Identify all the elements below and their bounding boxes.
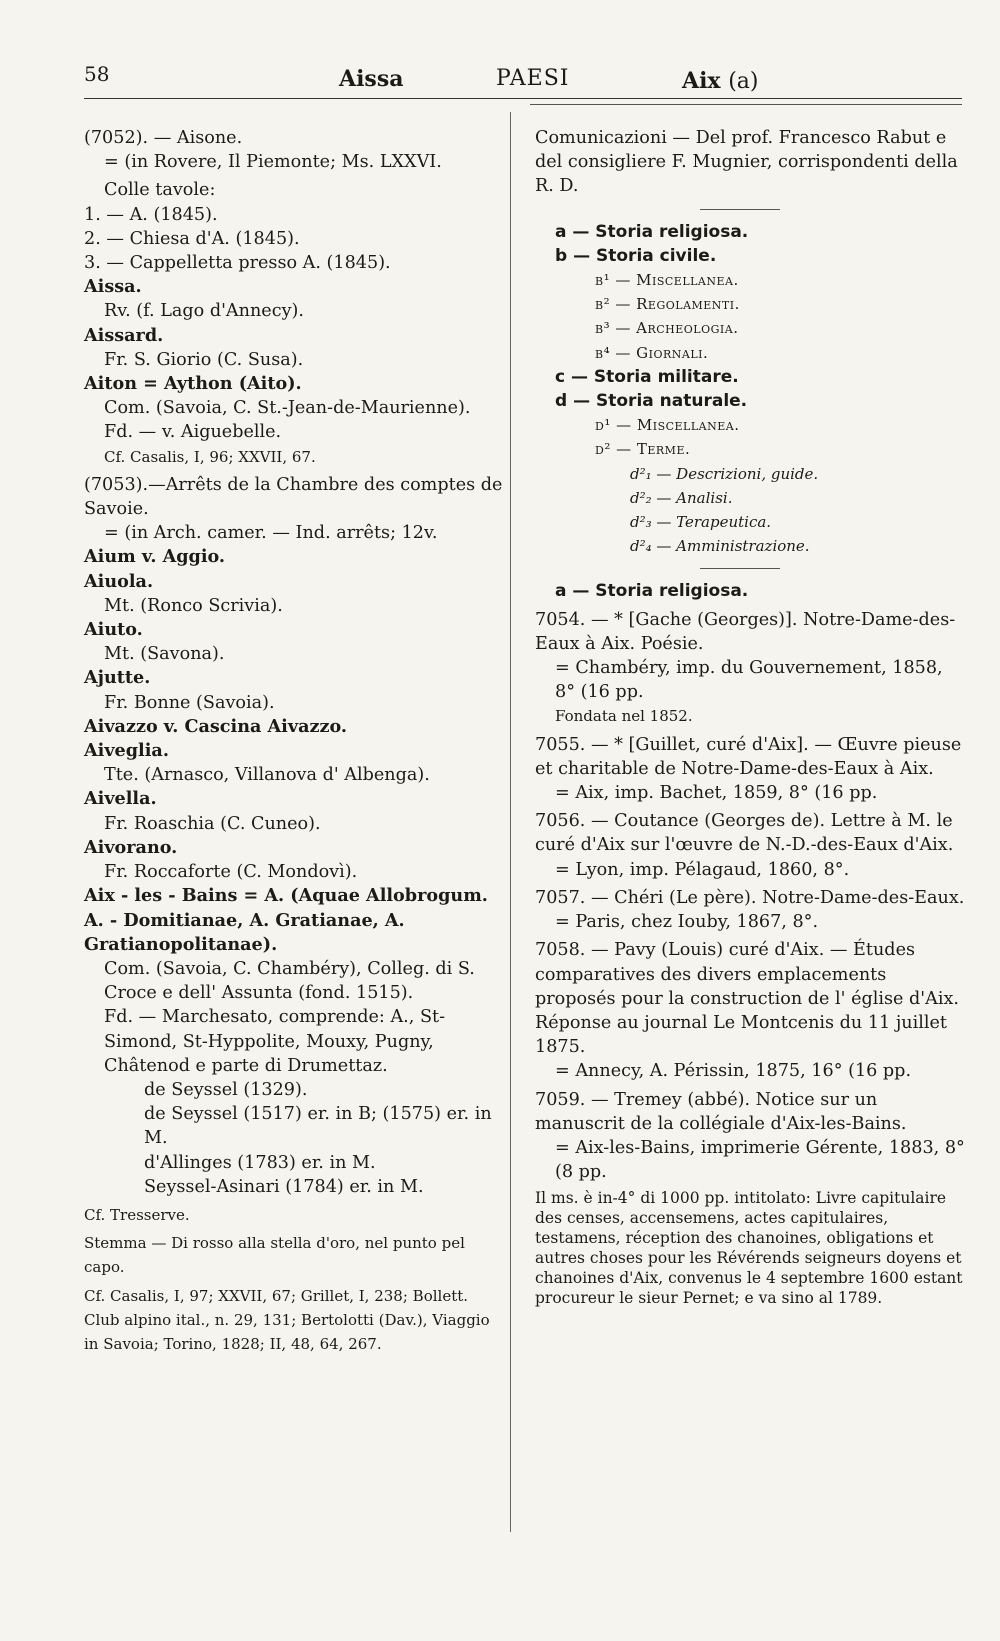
headword-aix-les-bains: Aix - les - Bains = A. (Aquae Allobrogum. A. - Domitianae, A. Gratianae, A. Gratianopolitanae). (84, 885, 488, 955)
headword-aivella: Aivella. (84, 788, 157, 810)
plate-item-1: 1. — A. (1845). (84, 204, 218, 225)
section-d2-4: d²₄ — Amministrazione. (630, 537, 810, 556)
aissa-detail: Rv. (f. Lago d'Annecy). (104, 301, 304, 322)
aiuto-detail: Mt. (Savona). (104, 644, 225, 665)
left-column (84, 126, 504, 1356)
entry-7057-title: 7057. — Chéri (Le père). Notre-Dame-des-Eaux. (535, 887, 965, 908)
running-header (84, 52, 955, 102)
entry-7052-title: (7052). — Aisone. (84, 128, 243, 148)
aix-lord-1: de Seyssel (1329). (144, 1079, 308, 1100)
aix-bibliography: Cf. Casalis, I, 97; XXVII, 67; Grillet, I, 238; Bollett. Club alpino ital., n. 29, 131; Bertolotti (Dav.), Viaggio in Savoia; Torino, 1828; II, 48, 64, 267. (84, 1286, 490, 1353)
plate-item-2: 2. — Chiesa d'A. (1845). (84, 228, 300, 249)
headword-aiuola: Aiuola. (84, 570, 154, 592)
header-right-main: Aix (682, 68, 721, 94)
aissard-detail: Fr. S. Giorio (C. Susa). (104, 349, 304, 370)
aix-fd: Fd. — Marchesato, comprende: A., St-Simond, St-Hyppolite, Mouxy, Pugny, Châtenod e parte di Drumettaz. (104, 1007, 446, 1076)
ajutte-detail: Fr. Bonne (Savoia). (104, 692, 275, 713)
entry-7059-imprint: = Aix-les-Bains, imprimerie Gérente, 1883, 8° (8 pp. (555, 1137, 965, 1183)
plate-item-3: 3. — Cappelletta presso A. (1845). (84, 253, 391, 274)
aivorano-detail: Fr. Roccaforte (C. Mondovì). (104, 862, 358, 883)
aix-com: Com. (Savoia, C. Chambéry), Colleg. di S. Croce e dell' Assunta (fond. 1515). (104, 958, 475, 1004)
entry-7058-title: 7058. — Pavy (Louis) curé d'Aix. — Études comparatives des divers emplacements proposés pour la construction de l' église d'Aix. Réponse au journal Le Montcenis du 11 juillet 1875. (535, 940, 959, 1058)
aix-cf-tresserve: Cf. Tresserve. (84, 1205, 190, 1224)
column-divider (510, 112, 511, 1532)
section-d2-1: d²₁ — Descrizioni, guide. (630, 464, 819, 483)
section-b3: b³ — Archeologia. (595, 319, 739, 338)
header-left-word: Aissa (339, 66, 404, 92)
aiton-com: Com. (Savoia, C. St.-Jean-de-Maurienne). (104, 398, 471, 419)
entry-7059-title: 7059. — Tremey (abbé). Notice sur un manuscrit de la collégiale d'Aix-les-Bains. (535, 1089, 907, 1134)
headword-ajutte: Ajutte. (84, 667, 151, 689)
header-center-word: PAESI (496, 66, 570, 91)
aiton-cf: Cf. Casalis, I, 96; XXVII, 67. (104, 447, 316, 466)
header-right-suffix: (a) (728, 69, 759, 94)
section-d2-3: d²₃ — Terapeutica. (630, 513, 772, 532)
aiton-fd: Fd. — v. Aiguebelle. (104, 422, 282, 443)
entry-7056-imprint: = Lyon, imp. Pélagaud, 1860, 8°. (555, 859, 850, 880)
header-rule (84, 98, 962, 99)
aivella-detail: Fr. Roaschia (C. Cuneo). (104, 813, 321, 834)
entry-7057-imprint: = Paris, chez Iouby, 1867, 8°. (555, 912, 819, 933)
section-b4: b⁴ — Giornali. (595, 343, 709, 362)
headword-aissa: Aissa. (84, 276, 142, 298)
entry-7055-title: 7055. — * [Guillet, curé d'Aix]. — Œuvre pieuse et charitable de Notre-Dame-des-Eaux à Aix. (535, 734, 962, 779)
section-d2-2: d²₂ — Analisi. (630, 488, 733, 507)
entry-7058-imprint: = Annecy, A. Périssin, 1875, 16° (16 pp. (555, 1061, 912, 1082)
headword-aium: Aium v. Aggio. (84, 546, 226, 568)
section-rule-2 (700, 568, 780, 569)
plates-heading: Colle tavole: (104, 180, 216, 201)
entry-7055-imprint: = Aix, imp. Bachet, 1859, 8° (16 pp. (555, 783, 878, 804)
headword-aivazzo: Aivazzo v. Cascina Aivazzo. (84, 715, 348, 737)
headword-aiton: Aiton = Aython (Aito). (84, 373, 302, 395)
entry-7054-note: Fondata nel 1852. (555, 707, 693, 726)
entry-7052-source: = (in Rovere, Il Piemonte; Ms. LXXVI. (104, 152, 442, 173)
section-d1: d¹ — Miscellanea. (595, 416, 740, 435)
section-a: a — Storia religiosa. (555, 221, 749, 242)
section-c: c — Storia militare. (555, 366, 739, 387)
section-b2: b² — Regolamenti. (595, 295, 740, 314)
page-number: 58 (84, 62, 110, 86)
section-a-repeat: a — Storia religiosa. (555, 581, 749, 602)
headword-aissard: Aissard. (84, 324, 164, 346)
entry-7053-title: (7053).—Arrêts de la Chambre des comptes de Savoie. (84, 474, 503, 520)
headword-aiuto: Aiuto. (84, 619, 143, 641)
header-right-word (682, 68, 759, 94)
comunicazioni: Comunicazioni — Del prof. Francesco Rabut e del consigliere F. Mugnier, corrispondenti della R. D. (535, 128, 958, 197)
aix-lord-3: d'Allinges (1783) er. in M. (144, 1152, 376, 1173)
section-b1: b¹ — Miscellanea. (595, 271, 739, 290)
right-column (535, 126, 965, 1308)
section-rule-1 (700, 209, 780, 210)
entry-7053-source: = (in Arch. camer. — Ind. arrêts; 12v. (104, 523, 438, 544)
entry-7059-note: Il ms. è in-4° di 1000 pp. intitolato: Livre capitulaire des censes, accensemens, actes capitulaires, testamens, réception des chanoines, obligations et autres choses pour les Révérends seigneurs doyens et chanoines d'Aix, convenus le 4 septembre 1600 estant procureur le sieur Pernet; e va sino al 1789. (535, 1189, 963, 1308)
section-d2: d² — Terme. (595, 440, 691, 459)
aix-stemma: Stemma — Di rosso alla stella d'oro, nel punto pel capo. (84, 1234, 465, 1277)
aix-lord-2: de Seyssel (1517) er. in B; (1575) er. in M. (144, 1104, 492, 1149)
entry-7054-title: 7054. — * [Gache (Georges)]. Notre-Dame-des-Eaux à Aix. Poésie. (535, 609, 956, 654)
aiveglia-detail: Tte. (Arnasco, Villanova d' Albenga). (104, 765, 430, 786)
aiuola-detail: Mt. (Ronco Scrivia). (104, 595, 283, 616)
headword-aiveglia: Aiveglia. (84, 740, 169, 762)
entry-7054-imprint: = Chambéry, imp. du Gouvernement, 1858, 8° (16 pp. (555, 658, 943, 703)
headword-aivorano: Aivorano. (84, 836, 178, 858)
section-d: d — Storia naturale. (555, 391, 748, 412)
section-b: b — Storia civile. (555, 245, 717, 266)
aix-lord-4: Seyssel-Asinari (1784) er. in M. (144, 1176, 424, 1197)
header-rule-secondary (530, 104, 962, 105)
entry-7056-title: 7056. — Coutance (Georges de). Lettre à M. le curé d'Aix sur l'œuvre de N.-D.-des-Eaux d'Aix. (535, 811, 954, 856)
